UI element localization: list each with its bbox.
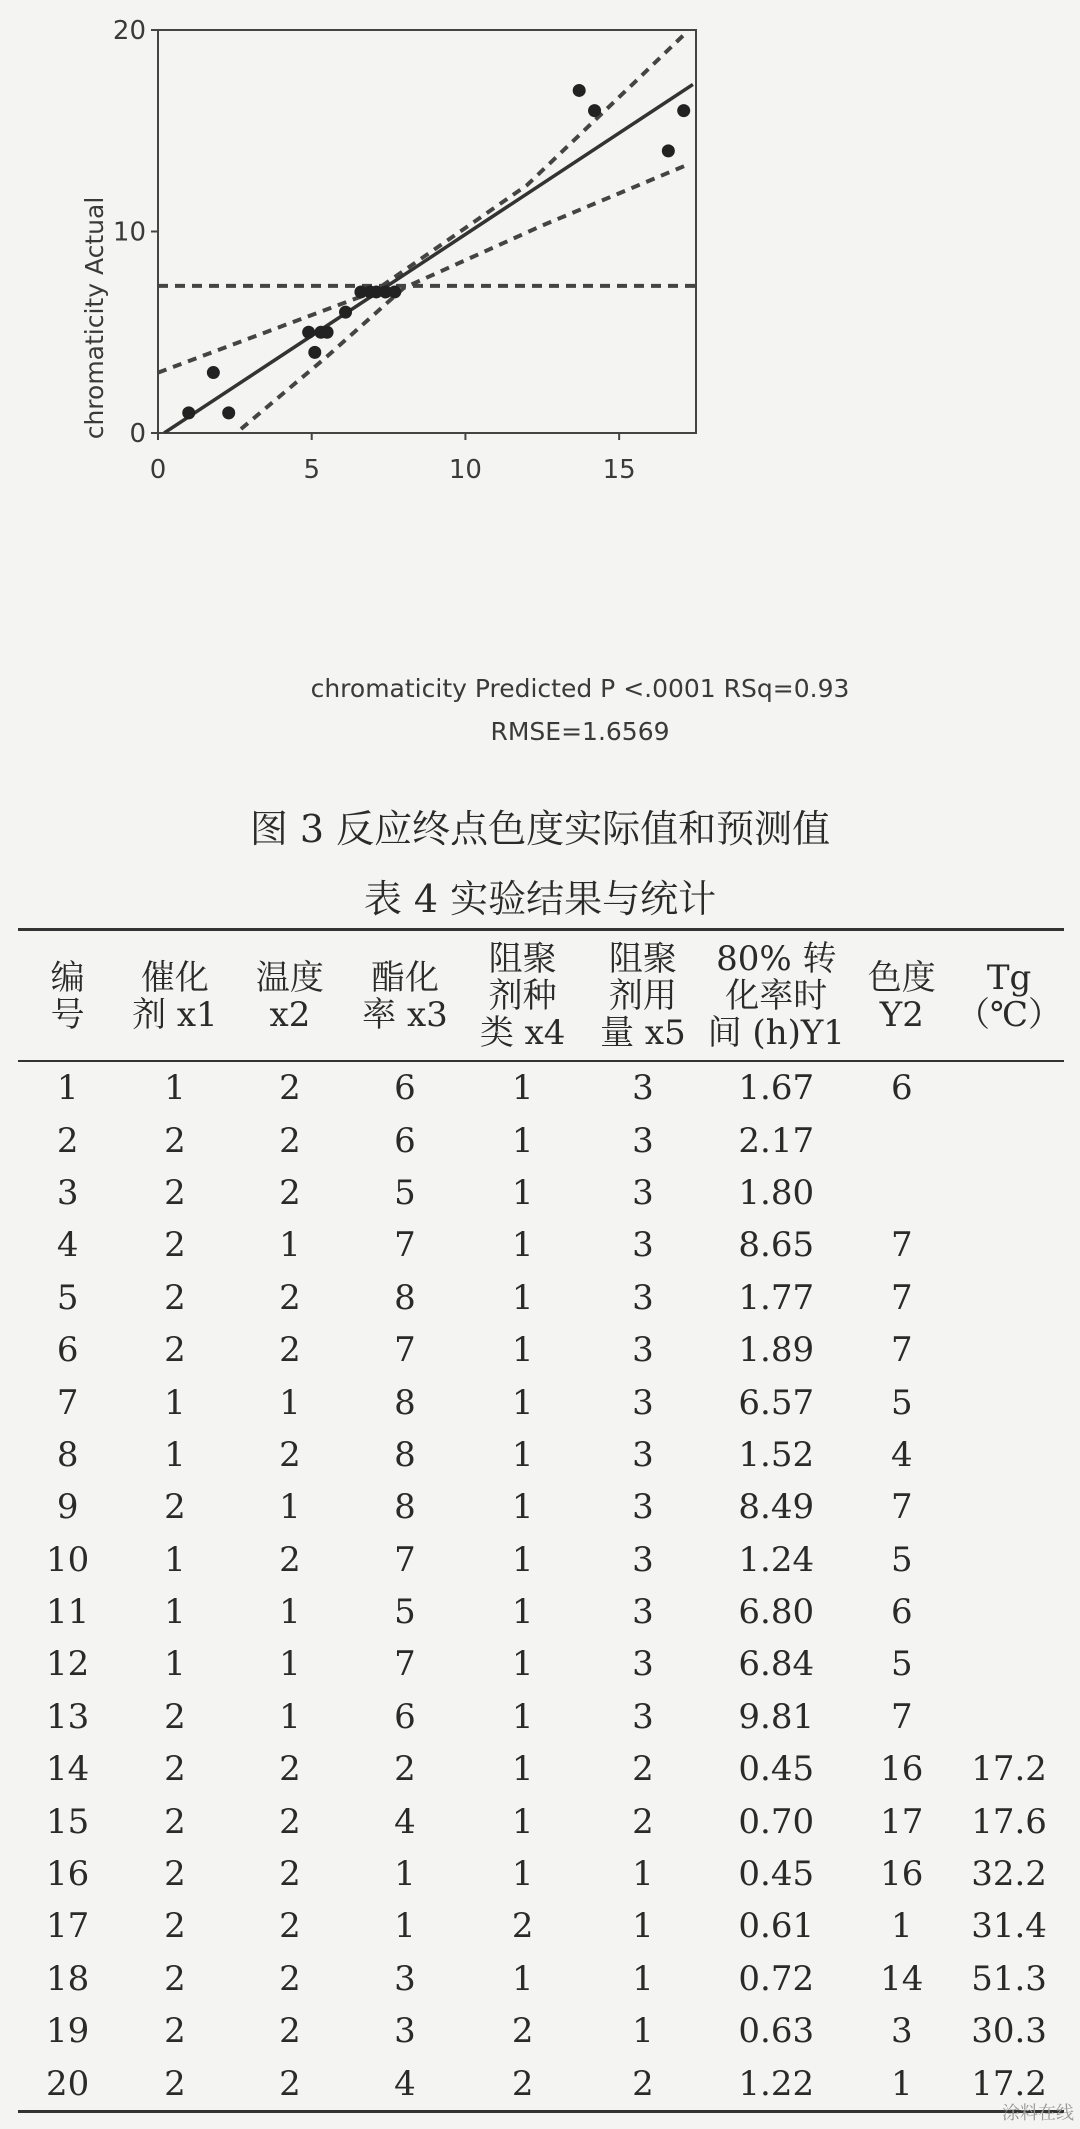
table-cell: 2 xyxy=(164,1330,186,1371)
table-cell: 1 xyxy=(279,1644,301,1685)
table-cell: 2 xyxy=(279,1854,301,1895)
data-point xyxy=(677,104,690,117)
table-cell: 3 xyxy=(632,1487,654,1528)
table-cell: 0.72 xyxy=(738,1958,815,1999)
table-cell: 2 xyxy=(279,1801,301,1842)
table-cell: 7 xyxy=(890,1277,913,1318)
table-cell: 7 xyxy=(394,1225,416,1266)
table-cell: 2 xyxy=(279,1068,301,1109)
table-cell: 2 xyxy=(279,1330,301,1371)
table-cell: 1.52 xyxy=(738,1434,815,1475)
table-cell: 14 xyxy=(46,1749,90,1790)
column-header-line: 化率时 xyxy=(725,976,828,1016)
table-row xyxy=(18,1953,1064,2005)
table-cell: 1.80 xyxy=(738,1172,815,1213)
column-header-line: 剂用 xyxy=(608,976,677,1016)
table-cell: 1 xyxy=(632,1958,654,1999)
column-header-line: 阻聚 xyxy=(488,939,557,979)
table-cell: 3 xyxy=(632,1434,654,1475)
column-header-line: 酯化 xyxy=(370,957,439,998)
table-cell: 2 xyxy=(279,1539,301,1580)
column-header-line: 色度 xyxy=(867,957,936,998)
table-cell: 1 xyxy=(279,1592,301,1633)
column-header xyxy=(703,930,849,1062)
table-cell: 1 xyxy=(279,1696,301,1737)
table-cell: 2 xyxy=(117,2057,232,2111)
table-cell: 2 xyxy=(232,2057,347,2111)
table-cell xyxy=(954,1534,1064,1586)
table-cell: 2 xyxy=(164,1801,186,1842)
table-cell xyxy=(954,1324,1064,1376)
table-cell: 14 xyxy=(880,1958,924,1999)
table-cell: 7 xyxy=(890,1696,913,1737)
scatter-chart xyxy=(0,0,1080,770)
table-cell: 2 xyxy=(164,1120,186,1161)
table-cell: 2 xyxy=(279,1958,301,1999)
table-cell: 1 xyxy=(511,1382,534,1423)
table-cell: 1 xyxy=(164,1539,186,1580)
fit-line xyxy=(164,84,693,433)
table-cell: 1 xyxy=(511,1487,534,1528)
table-cell: 2 xyxy=(632,1749,654,1790)
table-cell: 0.45 xyxy=(738,1749,815,1790)
data-point xyxy=(588,104,601,117)
table-cell: 3 xyxy=(632,1330,654,1371)
table-cell: 1 xyxy=(511,1801,534,1842)
table-cell xyxy=(954,1114,1064,1166)
table-cell: 0.70 xyxy=(738,1801,815,1842)
column-header xyxy=(463,930,583,1062)
table-cell: 6 xyxy=(890,1068,913,1109)
table-cell: 7 xyxy=(56,1382,79,1423)
table-caption: 表 4 实验结果与统计 xyxy=(363,877,717,921)
table-cell: 3 xyxy=(632,1120,654,1161)
table-cell: 6.84 xyxy=(738,1644,815,1685)
table-cell: 5 xyxy=(394,1592,416,1633)
table-row xyxy=(18,1900,1064,1952)
column-header xyxy=(347,930,462,1062)
table-cell: 1 xyxy=(164,1382,186,1423)
table-cell: 7 xyxy=(394,1539,416,1580)
table-cell: 1.77 xyxy=(738,1277,815,1318)
table-cell: 1.24 xyxy=(738,1539,815,1580)
table-cell: 12 xyxy=(46,1644,90,1685)
plot-frame xyxy=(158,30,696,433)
table-cell: 1 xyxy=(164,1434,186,1475)
table-cell: 6 xyxy=(394,1696,416,1737)
table-cell: 17.2 xyxy=(971,1749,1047,1790)
table-cell: 1.22 xyxy=(703,2057,849,2111)
table-cell: 1 xyxy=(511,1068,534,1109)
table-cell: 2 xyxy=(583,2057,703,2111)
table-cell: 2 xyxy=(164,1906,186,1947)
table-cell: 2 xyxy=(511,1906,534,1947)
table-cell: 2 xyxy=(279,1120,301,1161)
table-cell: 1 xyxy=(511,1225,534,1266)
table-cell: 3 xyxy=(890,2011,913,2052)
column-header-line: Tg xyxy=(986,957,1032,998)
table-cell: 2 xyxy=(279,1749,301,1790)
table-cell: 7 xyxy=(890,1225,913,1266)
table-row xyxy=(18,1219,1064,1271)
table-cell: 8 xyxy=(394,1487,416,1528)
table-cell: 16 xyxy=(880,1854,924,1895)
table-row xyxy=(18,1534,1064,1586)
column-header-line: 剂种 xyxy=(488,976,557,1016)
table-row xyxy=(18,1167,1064,1219)
column-header xyxy=(232,930,347,1062)
table-cell: 6 xyxy=(394,1120,416,1161)
table-cell: 1 xyxy=(279,1225,301,1266)
x-tick-label: 0 xyxy=(149,455,167,485)
column-header-line: 号 xyxy=(50,994,85,1035)
table-cell: 3 xyxy=(56,1172,79,1213)
table-row xyxy=(18,1114,1064,1166)
table-cell: 1 xyxy=(632,2011,654,2052)
table-cell: 6.80 xyxy=(738,1592,815,1633)
table-cell: 2 xyxy=(463,2057,583,2111)
table-cell: 1 xyxy=(632,1906,654,1947)
table-cell: 3 xyxy=(632,1539,654,1580)
table-cell: 2 xyxy=(394,1749,416,1790)
data-point xyxy=(207,366,220,379)
table-cell: 1 xyxy=(511,1277,534,1318)
table-cell: 19 xyxy=(46,2011,90,2052)
data-point xyxy=(182,406,195,419)
table-cell: 1 xyxy=(511,1120,534,1161)
table-cell: 13 xyxy=(46,1696,90,1737)
table-cell: 18 xyxy=(46,1958,90,1999)
table-cell: 1 xyxy=(394,1906,416,1947)
table-cell: 1 xyxy=(511,1172,534,1213)
table-cell: 7 xyxy=(394,1330,416,1371)
table-cell: 3 xyxy=(632,1592,654,1633)
column-header-line: 类 x4 xyxy=(479,1013,566,1053)
column-header xyxy=(117,930,232,1062)
data-point xyxy=(321,326,334,339)
table-cell: 5 xyxy=(394,1172,416,1213)
table-cell: 10 xyxy=(46,1539,90,1580)
data-point xyxy=(339,306,352,319)
table-cell: 2 xyxy=(164,1749,186,1790)
table-cell: 1 xyxy=(56,1068,79,1109)
table-cell xyxy=(954,1219,1064,1271)
table-row xyxy=(18,1429,1064,1481)
x-axis-label-line2: RMSE=1.6569 xyxy=(490,717,670,746)
column-header xyxy=(583,930,703,1062)
table-cell: 17 xyxy=(46,1906,90,1947)
table-cell: 2 xyxy=(164,1487,186,1528)
column-header-line: Y2 xyxy=(879,994,924,1035)
data-point xyxy=(662,144,675,157)
table-cell xyxy=(954,1167,1064,1219)
column-header-line: 量 x5 xyxy=(600,1013,686,1053)
table-cell: 15 xyxy=(46,1801,90,1842)
table-cell: 20 xyxy=(18,2057,117,2111)
table-cell: 5 xyxy=(890,1539,913,1580)
table-cell: 2 xyxy=(279,1906,301,1947)
table-cell: 1 xyxy=(279,1382,301,1423)
table-cell: 5 xyxy=(890,1644,913,1685)
table-cell xyxy=(954,1376,1064,1428)
table-cell: 7 xyxy=(890,1330,913,1371)
column-header-line: 率 x3 xyxy=(362,994,448,1035)
table-cell: 1 xyxy=(632,1854,654,1895)
table-cell: 1 xyxy=(511,1330,534,1371)
table-cell: 2 xyxy=(164,1958,186,1999)
table-cell: 1.67 xyxy=(738,1068,815,1109)
table-cell: 9 xyxy=(56,1487,79,1528)
table-cell: 1 xyxy=(511,1592,534,1633)
table-cell: 3 xyxy=(394,1958,416,1999)
column-header xyxy=(954,930,1064,1062)
table-row xyxy=(18,1638,1064,1690)
table-cell xyxy=(850,1114,955,1166)
table-cell: 7 xyxy=(890,1487,913,1528)
table-cell: 51.3 xyxy=(971,1958,1047,1999)
column-header-line: 间 (h)Y1 xyxy=(707,1013,845,1053)
table-cell: 1.89 xyxy=(738,1330,815,1371)
table-cell: 2 xyxy=(511,2011,534,2052)
data-point xyxy=(388,285,401,298)
figure-caption: 图 3 反应终点色度实际值和预测值 xyxy=(249,807,831,851)
column-header-line: x2 xyxy=(269,994,311,1035)
table-cell: 2 xyxy=(164,1172,186,1213)
table-row xyxy=(18,1848,1064,1900)
table-cell: 2 xyxy=(164,1225,186,1266)
table-cell: 2 xyxy=(279,1172,301,1213)
table-cell: 4 xyxy=(347,2057,462,2111)
y-axis-label: chromaticity Actual xyxy=(80,196,109,440)
table-cell: 1 xyxy=(279,1487,301,1528)
table-cell xyxy=(954,1061,1064,1114)
table-row xyxy=(18,1691,1064,1743)
table-cell: 2 xyxy=(164,2011,186,2052)
column-header-line: 催化 xyxy=(140,957,209,998)
x-tick-label: 15 xyxy=(602,455,636,485)
table-cell: 3 xyxy=(632,1225,654,1266)
table-cell: 9.81 xyxy=(738,1696,815,1737)
table-cell: 2 xyxy=(56,1120,79,1161)
table-cell: 2 xyxy=(279,1434,301,1475)
lower-confidence-band xyxy=(241,165,687,429)
table-cell: 2 xyxy=(279,2011,301,2052)
table-row xyxy=(18,1481,1064,1533)
table-row xyxy=(18,1586,1064,1638)
table-cell: 4 xyxy=(394,1801,416,1842)
table-cell: 16 xyxy=(880,1749,924,1790)
table-cell: 8 xyxy=(394,1382,416,1423)
table-cell: 1 xyxy=(511,1434,534,1475)
column-header xyxy=(850,930,955,1062)
table-cell: 2 xyxy=(632,1801,654,1842)
data-point xyxy=(302,326,315,339)
table-cell: 6 xyxy=(394,1068,416,1109)
table-cell xyxy=(954,1586,1064,1638)
table-cell: 4 xyxy=(56,1225,79,1266)
table-cell: 1 xyxy=(890,1906,913,1947)
table-cell: 5 xyxy=(890,1382,913,1423)
table-cell: 1 xyxy=(164,1592,186,1633)
table-cell: 2 xyxy=(164,1854,186,1895)
column-header-line: （℃） xyxy=(956,994,1063,1035)
column-header-line: 80% 转 xyxy=(716,939,837,979)
table-cell: 3 xyxy=(632,1696,654,1737)
table-cell: 17.6 xyxy=(971,1801,1047,1842)
table-cell: 5 xyxy=(56,1277,79,1318)
table-cell: 1 xyxy=(850,2057,955,2111)
table-cell: 0.63 xyxy=(738,2011,815,2052)
table-cell: 1 xyxy=(511,1958,534,1999)
table-cell: 3 xyxy=(632,1382,654,1423)
table-cell: 1 xyxy=(164,1644,186,1685)
y-tick-label: 0 xyxy=(129,419,146,449)
table-cell: 4 xyxy=(890,1434,913,1475)
table-row xyxy=(18,2057,1064,2111)
y-tick-label: 10 xyxy=(112,217,146,248)
table-cell: 32.2 xyxy=(971,1854,1047,1895)
table-cell xyxy=(954,1429,1064,1481)
table-cell xyxy=(954,1638,1064,1690)
table-cell: 3 xyxy=(632,1172,654,1213)
table-row xyxy=(18,1272,1064,1324)
table-cell: 2 xyxy=(164,1277,186,1318)
column-header-line: 温度 xyxy=(255,957,324,998)
table-cell: 2 xyxy=(164,1696,186,1737)
table-cell: 7 xyxy=(394,1644,416,1685)
table-cell: 3 xyxy=(632,1068,654,1109)
table-cell: 2 xyxy=(279,1277,301,1318)
column-header xyxy=(18,930,117,1062)
table-cell xyxy=(954,1272,1064,1324)
table-cell: 30.3 xyxy=(971,2011,1047,2052)
table-cell: 8 xyxy=(394,1277,416,1318)
table-cell: 3 xyxy=(394,2011,416,2052)
data-point xyxy=(308,346,321,359)
upper-confidence-band xyxy=(158,32,687,373)
table-row xyxy=(18,1376,1064,1428)
table-cell xyxy=(850,1167,955,1219)
table-row xyxy=(18,1061,1064,1114)
table-cell: 1 xyxy=(511,1749,534,1790)
table-cell: 6 xyxy=(56,1330,79,1371)
data-point xyxy=(222,406,235,419)
x-axis-label: chromaticity Predicted P <.0001 RSq=0.93 xyxy=(310,674,850,703)
table-cell: 3 xyxy=(632,1277,654,1318)
table-cell: 1 xyxy=(511,1696,534,1737)
table-cell: 0.45 xyxy=(738,1854,815,1895)
table-cell: 3 xyxy=(632,1644,654,1685)
table-cell: 0.61 xyxy=(738,1906,815,1947)
watermark-logo: 涂料在线 xyxy=(1002,2103,1074,2124)
x-tick-label: 5 xyxy=(303,455,320,485)
table-header-row xyxy=(18,930,1064,1062)
table-cell: 1 xyxy=(394,1854,416,1895)
y-tick-label: 20 xyxy=(112,16,146,46)
table-cell: 11 xyxy=(46,1592,90,1633)
table-cell: 8 xyxy=(56,1434,79,1475)
table-cell: 2.17 xyxy=(738,1120,815,1161)
data-point xyxy=(573,84,586,97)
table-cell: 1 xyxy=(511,1644,534,1685)
table-row xyxy=(18,1324,1064,1376)
table-row xyxy=(18,1743,1064,1795)
column-header-line: 编 xyxy=(50,957,85,998)
table-cell: 1 xyxy=(511,1539,534,1580)
table-cell: 16 xyxy=(46,1854,90,1895)
table-cell: 31.4 xyxy=(971,1906,1047,1947)
table-cell: 6.57 xyxy=(738,1382,815,1423)
x-tick-label: 10 xyxy=(448,455,482,485)
table-cell: 8.49 xyxy=(738,1487,815,1528)
table-cell: 6 xyxy=(890,1592,913,1633)
table-row xyxy=(18,2005,1064,2057)
table-cell: 1 xyxy=(164,1068,186,1109)
table-cell xyxy=(954,1481,1064,1533)
results-table xyxy=(18,928,1064,2113)
results-table-container xyxy=(18,928,1064,2113)
table-cell xyxy=(954,1691,1064,1743)
column-header-line: 剂 x1 xyxy=(132,994,218,1035)
table-cell: 8 xyxy=(394,1434,416,1475)
table-cell: 8.65 xyxy=(738,1225,815,1266)
column-header-line: 阻聚 xyxy=(608,939,677,979)
table-cell: 1 xyxy=(511,1854,534,1895)
table-row xyxy=(18,1795,1064,1847)
table-cell: 17 xyxy=(880,1801,924,1842)
table-cell: 17.2 xyxy=(954,2057,1064,2111)
